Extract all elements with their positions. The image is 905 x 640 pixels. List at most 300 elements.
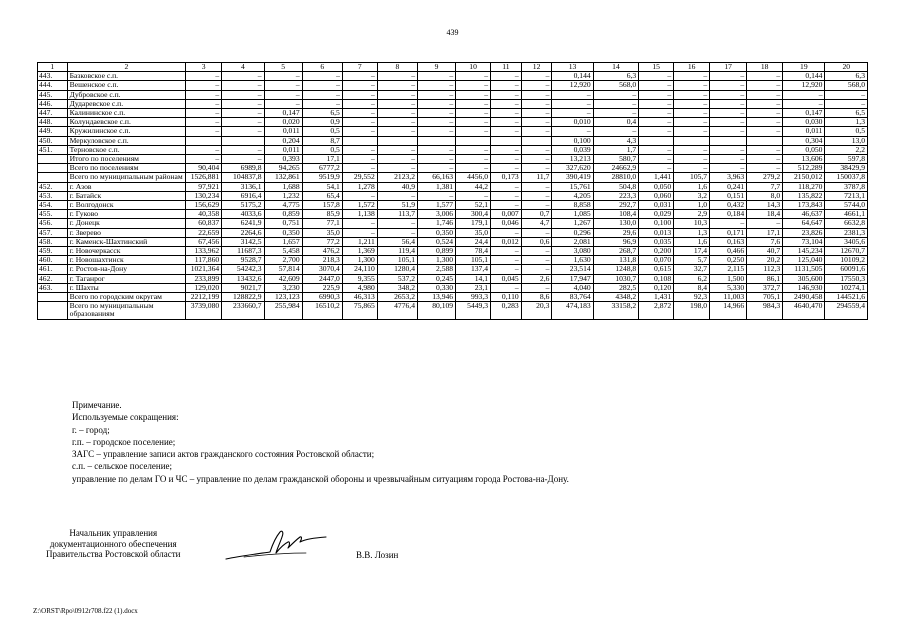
table-cell: 0,035 xyxy=(639,237,674,246)
table-cell: 0,899 xyxy=(418,247,456,256)
table-cell: 2381,3 xyxy=(825,228,868,237)
table-cell: 17550,3 xyxy=(825,274,868,283)
table-cell: 6989,8 xyxy=(222,164,264,173)
table-cell: 0,184 xyxy=(710,210,747,219)
table-row xyxy=(38,210,868,219)
table-cell: 10274,1 xyxy=(825,283,868,292)
table-cell xyxy=(222,136,264,145)
table-cell: 46,637 xyxy=(783,210,825,219)
column-number: 16 xyxy=(674,63,710,72)
table-cell: – xyxy=(342,90,377,99)
row-label: г. Зверево xyxy=(67,228,186,237)
table-cell: – xyxy=(825,90,868,99)
row-label: Колундаевское с.п. xyxy=(67,118,186,127)
table-cell: 1,232 xyxy=(264,191,302,200)
table-cell: 0,304 xyxy=(783,136,825,145)
table-row xyxy=(38,265,868,274)
table-cell: 3405,6 xyxy=(825,237,868,246)
row-number: 463. xyxy=(38,283,68,292)
table-cell: 4,040 xyxy=(552,283,593,292)
table-cell: 255,984 xyxy=(264,302,302,319)
table-cell: – xyxy=(342,145,377,154)
table-cell: 56,4 xyxy=(377,237,417,246)
table-row xyxy=(38,81,868,90)
table-cell: 52,1 xyxy=(456,201,491,210)
table-cell: 4661,1 xyxy=(825,210,868,219)
row-label: Итого по поселениям xyxy=(67,155,186,164)
notes-abbrev-title: Используемые сокращения: xyxy=(72,412,179,423)
table-cell: – xyxy=(186,90,222,99)
table-cell: 0,283 xyxy=(491,302,522,319)
table-cell: 67,456 xyxy=(186,237,222,246)
table-cell: 4348,2 xyxy=(593,293,639,302)
table-cell: 23,1 xyxy=(456,283,491,292)
table-row xyxy=(38,283,868,292)
table-cell: 8,6 xyxy=(521,293,552,302)
table-cell: 1,278 xyxy=(342,182,377,191)
table-cell: 348,2 xyxy=(377,283,417,292)
table-cell: 104837,8 xyxy=(222,173,264,182)
row-number: 453. xyxy=(38,191,68,200)
table-cell: 123,123 xyxy=(264,293,302,302)
table-cell: 4,205 xyxy=(552,191,593,200)
table-cell: – xyxy=(456,127,491,136)
table-cell: – xyxy=(710,109,747,118)
table-cell: – xyxy=(639,145,674,154)
table-cell: 146,930 xyxy=(783,283,825,292)
row-label: Всего по муниципальным образованиям xyxy=(67,302,186,319)
table-cell: – xyxy=(521,155,552,164)
table-cell: 705,1 xyxy=(747,293,783,302)
table-cell xyxy=(456,136,491,145)
table-cell: 113,7 xyxy=(377,210,417,219)
table-cell: 4,3 xyxy=(593,136,639,145)
table-cell: 1,138 xyxy=(342,210,377,219)
table-cell: – xyxy=(710,99,747,108)
table-cell: 1,211 xyxy=(342,237,377,246)
table-cell: 105,7 xyxy=(674,173,710,182)
table-cell: 3136,1 xyxy=(222,182,264,191)
table-cell: 2,081 xyxy=(552,237,593,246)
table-cell: 9528,7 xyxy=(222,256,264,265)
table-cell: – xyxy=(418,109,456,118)
notes-section xyxy=(72,399,569,485)
table-cell xyxy=(377,136,417,145)
table-cell: – xyxy=(521,72,552,81)
table-cell: 0,466 xyxy=(710,247,747,256)
table-cell: 85,9 xyxy=(302,210,342,219)
table-cell: – xyxy=(342,99,377,108)
signer-position xyxy=(46,528,180,560)
table-cell: 86,1 xyxy=(747,274,783,283)
table-cell: – xyxy=(783,90,825,99)
table-cell: 17,947 xyxy=(552,274,593,283)
table-cell: 22,659 xyxy=(186,228,222,237)
table-cell: 1,500 xyxy=(710,274,747,283)
table-cell: 35,0 xyxy=(302,228,342,237)
table-cell: 29,552 xyxy=(342,173,377,182)
table-cell: 0,070 xyxy=(639,256,674,265)
table-cell: 1,267 xyxy=(552,219,593,228)
table-cell: 268,7 xyxy=(593,247,639,256)
table-cell: – xyxy=(377,155,417,164)
table-cell: 568,0 xyxy=(593,81,639,90)
table-cell: 568,0 xyxy=(825,81,868,90)
column-number: 4 xyxy=(222,63,264,72)
table-cell: 2150,012 xyxy=(783,173,825,182)
table-cell: – xyxy=(456,191,491,200)
table-cell: 2653,2 xyxy=(377,293,417,302)
table-cell: 0,5 xyxy=(825,127,868,136)
table-cell: – xyxy=(747,145,783,154)
table-cell: 2,872 xyxy=(639,302,674,319)
table-cell: 6,5 xyxy=(302,109,342,118)
table-cell: 10109,2 xyxy=(825,256,868,265)
table-cell: 5,458 xyxy=(264,247,302,256)
table-cell: – xyxy=(491,228,522,237)
row-label: Калининское с.п. xyxy=(67,109,186,118)
table-cell: 97,921 xyxy=(186,182,222,191)
table-header-row xyxy=(38,63,868,72)
table-cell: 1,7 xyxy=(593,145,639,154)
row-number: 460. xyxy=(38,256,68,265)
table-cell: – xyxy=(377,90,417,99)
table-cell: – xyxy=(456,81,491,90)
table-cell: – xyxy=(264,81,302,90)
table-cell: – xyxy=(639,109,674,118)
table-cell: – xyxy=(491,201,522,210)
table-cell: 7,7 xyxy=(747,182,783,191)
table-cell: 1,369 xyxy=(342,247,377,256)
row-label: г. Новошахтинск xyxy=(67,256,186,265)
table-cell: 6241,9 xyxy=(222,219,264,228)
table-cell: 2,6 xyxy=(521,274,552,283)
table-cell: – xyxy=(674,72,710,81)
table-cell: – xyxy=(521,127,552,136)
table-cell: 132,861 xyxy=(264,173,302,182)
handwritten-signature xyxy=(222,526,332,564)
table-cell: 4,980 xyxy=(342,283,377,292)
table-cell: – xyxy=(342,81,377,90)
table-cell: 133,962 xyxy=(186,247,222,256)
table-cell: 0,031 xyxy=(639,201,674,210)
signer-position-line: Правительства Ростовской области xyxy=(46,549,181,559)
table-row xyxy=(38,72,868,81)
table-cell: 7,6 xyxy=(747,237,783,246)
row-number: 444. xyxy=(38,81,68,90)
table-cell: – xyxy=(186,109,222,118)
row-label: г. Шахты xyxy=(67,283,186,292)
table-cell: 0,5 xyxy=(302,127,342,136)
table-cell: 3,2 xyxy=(674,191,710,200)
table-cell: 9021,7 xyxy=(222,283,264,292)
table-cell: 4456,0 xyxy=(456,173,491,182)
table-cell: 2447,0 xyxy=(302,274,342,283)
row-number: 455. xyxy=(38,210,68,219)
table-cell: – xyxy=(674,81,710,90)
table-cell: – xyxy=(377,219,417,228)
table-cell: 2,9 xyxy=(674,210,710,219)
table-cell: – xyxy=(710,127,747,136)
table-cell: – xyxy=(342,219,377,228)
table-cell: 1248,8 xyxy=(593,265,639,274)
table-cell: – xyxy=(710,164,747,173)
column-number: 11 xyxy=(491,63,522,72)
table-row xyxy=(38,164,868,173)
table-cell: 38429,9 xyxy=(825,164,868,173)
table-cell: 5744,0 xyxy=(825,201,868,210)
table-cell: 0,011 xyxy=(783,127,825,136)
table-cell: 0,393 xyxy=(264,155,302,164)
table-cell: – xyxy=(418,145,456,154)
table-cell: – xyxy=(674,155,710,164)
table-cell: 173,843 xyxy=(783,201,825,210)
table-cell: 3,230 xyxy=(264,283,302,292)
table-cell: 13,213 xyxy=(552,155,593,164)
signer-position-line: документационного обеспечения xyxy=(49,538,177,549)
table-cell: 130,234 xyxy=(186,191,222,200)
table-cell: 64,647 xyxy=(783,219,825,228)
table-cell: – xyxy=(674,99,710,108)
table-cell: 1,381 xyxy=(418,182,456,191)
row-number: 450. xyxy=(38,136,68,145)
table-cell: 0,050 xyxy=(783,145,825,154)
table-cell: 0,144 xyxy=(783,72,825,81)
table-cell: 13,946 xyxy=(418,293,456,302)
table-cell: 1,085 xyxy=(552,210,593,219)
table-cell: – xyxy=(710,118,747,127)
row-number: 446. xyxy=(38,99,68,108)
table-cell: – xyxy=(186,72,222,81)
table-cell: – xyxy=(377,99,417,108)
table-cell: 279,2 xyxy=(747,173,783,182)
table-cell: 512,289 xyxy=(783,164,825,173)
table-cell: 6,3 xyxy=(825,72,868,81)
table-row xyxy=(38,201,868,210)
column-number: 17 xyxy=(710,63,747,72)
table-cell: – xyxy=(521,164,552,173)
table-cell: – xyxy=(491,81,522,90)
table-cell: – xyxy=(264,99,302,108)
table-cell: – xyxy=(302,99,342,108)
table-cell: – xyxy=(377,81,417,90)
table-cell: – xyxy=(222,118,264,127)
table-cell: 0,9 xyxy=(302,118,342,127)
table-cell: 35,0 xyxy=(456,228,491,237)
table-cell: – xyxy=(710,81,747,90)
table-cell: 0,046 xyxy=(491,219,522,228)
table-cell: 0,030 xyxy=(783,118,825,127)
table-cell: – xyxy=(639,72,674,81)
table-cell: 198,0 xyxy=(674,302,710,319)
table-cell: – xyxy=(491,145,522,154)
table-cell: – xyxy=(552,109,593,118)
table-cell: 14,1 xyxy=(456,274,491,283)
table-cell: 32,7 xyxy=(674,265,710,274)
table-cell: – xyxy=(639,155,674,164)
table-cell: – xyxy=(491,191,522,200)
table-cell: 2,588 xyxy=(418,265,456,274)
table-cell: – xyxy=(342,191,377,200)
table-cell: – xyxy=(342,118,377,127)
table-cell: – xyxy=(747,127,783,136)
table-cell: 1131,505 xyxy=(783,265,825,274)
column-number: 7 xyxy=(342,63,377,72)
table-cell: – xyxy=(222,145,264,154)
table-cell: – xyxy=(342,109,377,118)
table-cell xyxy=(186,136,222,145)
table-cell: 179,1 xyxy=(456,219,491,228)
row-number: 462. xyxy=(38,274,68,283)
table-cell: 75,865 xyxy=(342,302,377,319)
table-cell: 2,2 xyxy=(825,145,868,154)
note-line: ЗАГС – управление записи актов гражданского состояния Ростовской области; xyxy=(72,449,375,460)
table-cell: 0,011 xyxy=(264,145,302,154)
table-cell: 125,040 xyxy=(783,256,825,265)
table-cell: – xyxy=(186,81,222,90)
table-cell: – xyxy=(747,219,783,228)
table-cell: 1030,7 xyxy=(593,274,639,283)
table-cell: – xyxy=(418,191,456,200)
table-cell: 129,020 xyxy=(186,283,222,292)
table-cell: 1,3 xyxy=(674,228,710,237)
table-cell: – xyxy=(264,90,302,99)
table-cell: 94,265 xyxy=(264,164,302,173)
note-line: с.п. – сельское поселение; xyxy=(72,461,173,472)
table-cell: 14,3 xyxy=(747,201,783,210)
table-cell: – xyxy=(302,81,342,90)
table-cell: – xyxy=(342,228,377,237)
table-cell: 28810,0 xyxy=(593,173,639,182)
row-number: 443. xyxy=(38,72,68,81)
table-row xyxy=(38,302,868,319)
table-cell: 9,355 xyxy=(342,274,377,283)
statistics-table xyxy=(37,62,868,320)
row-label: Меркуловское с.п. xyxy=(67,136,186,145)
table-cell xyxy=(418,136,456,145)
table-cell: – xyxy=(491,127,522,136)
table-cell: – xyxy=(302,72,342,81)
table-row xyxy=(38,136,868,145)
table-cell: 6632,8 xyxy=(825,219,868,228)
table-cell: – xyxy=(222,90,264,99)
table-cell: 1,431 xyxy=(639,293,674,302)
table-cell: 20,3 xyxy=(521,302,552,319)
table-cell: – xyxy=(342,164,377,173)
table-cell: – xyxy=(342,155,377,164)
table-cell: – xyxy=(377,127,417,136)
column-number: 13 xyxy=(552,63,593,72)
table-cell: 6,5 xyxy=(825,109,868,118)
row-label: Всего по поселениям xyxy=(67,164,186,173)
table-cell xyxy=(521,136,552,145)
table-cell: 66,163 xyxy=(418,173,456,182)
table-cell: – xyxy=(222,72,264,81)
table-cell: 8,4 xyxy=(674,283,710,292)
table-cell: 11,003 xyxy=(710,293,747,302)
file-path: Z:\ORST\Rpo\0912r708.f22 (1).docx xyxy=(33,607,138,615)
table-cell: 40,358 xyxy=(186,210,222,219)
row-label: г. Ростов-на-Дону xyxy=(67,265,186,274)
table-row xyxy=(38,145,868,154)
row-number: 454. xyxy=(38,201,68,210)
table-cell: 1,3 xyxy=(825,118,868,127)
table-cell: 0,039 xyxy=(552,145,593,154)
table-cell: – xyxy=(552,90,593,99)
table-cell: 33158,2 xyxy=(593,302,639,319)
table-cell: – xyxy=(593,99,639,108)
table-cell: – xyxy=(491,90,522,99)
table-cell: 145,234 xyxy=(783,247,825,256)
table-cell: 11,7 xyxy=(521,173,552,182)
table-cell: 51,9 xyxy=(377,201,417,210)
table-cell: – xyxy=(456,109,491,118)
table-cell: – xyxy=(491,283,522,292)
row-label: г. Волгодонск xyxy=(67,201,186,210)
row-number: 457. xyxy=(38,228,68,237)
column-number: 8 xyxy=(377,63,417,72)
table-cell: – xyxy=(747,155,783,164)
table-cell: 29,6 xyxy=(593,228,639,237)
table-cell: 16510,2 xyxy=(302,302,342,319)
table-cell: 0,751 xyxy=(264,219,302,228)
table-cell: 108,4 xyxy=(593,210,639,219)
row-number: 456. xyxy=(38,219,68,228)
table-cell: 225,9 xyxy=(302,283,342,292)
table-row xyxy=(38,191,868,200)
table-cell: 0,173 xyxy=(491,173,522,182)
column-number: 3 xyxy=(186,63,222,72)
table-cell: – xyxy=(825,99,868,108)
table-cell: 17,4 xyxy=(674,247,710,256)
table-row xyxy=(38,256,868,265)
row-number: 458. xyxy=(38,237,68,246)
row-number xyxy=(38,173,68,182)
table-cell: 92,3 xyxy=(674,293,710,302)
table-cell: – xyxy=(639,81,674,90)
table-cell: 24,110 xyxy=(342,265,377,274)
table-cell: 4,7 xyxy=(521,219,552,228)
table-cell: – xyxy=(186,145,222,154)
table-cell: – xyxy=(593,127,639,136)
table-cell: 3,963 xyxy=(710,173,747,182)
table-cell: 2123,2 xyxy=(377,173,417,182)
column-number: 1 xyxy=(38,63,68,72)
table-cell: 5,7 xyxy=(674,256,710,265)
table-cell xyxy=(639,136,674,145)
table-cell: 144521,6 xyxy=(825,293,868,302)
table-cell: – xyxy=(783,99,825,108)
table-cell: – xyxy=(491,182,522,191)
table-cell: – xyxy=(377,228,417,237)
table-cell: – xyxy=(674,118,710,127)
table-cell: – xyxy=(456,72,491,81)
table-row xyxy=(38,247,868,256)
table-cell: 10,3 xyxy=(674,219,710,228)
table-cell: – xyxy=(747,118,783,127)
table-cell: 0,859 xyxy=(264,210,302,219)
table-cell: – xyxy=(639,90,674,99)
table-cell: – xyxy=(552,127,593,136)
table-cell: – xyxy=(377,164,417,173)
table-cell: – xyxy=(491,109,522,118)
table-cell: 0,010 xyxy=(552,118,593,127)
table-cell: 0,4 xyxy=(593,118,639,127)
column-number: 20 xyxy=(825,63,868,72)
row-label: г. Азов xyxy=(67,182,186,191)
table-cell: 3142,5 xyxy=(222,237,264,246)
table-cell: 73,104 xyxy=(783,237,825,246)
